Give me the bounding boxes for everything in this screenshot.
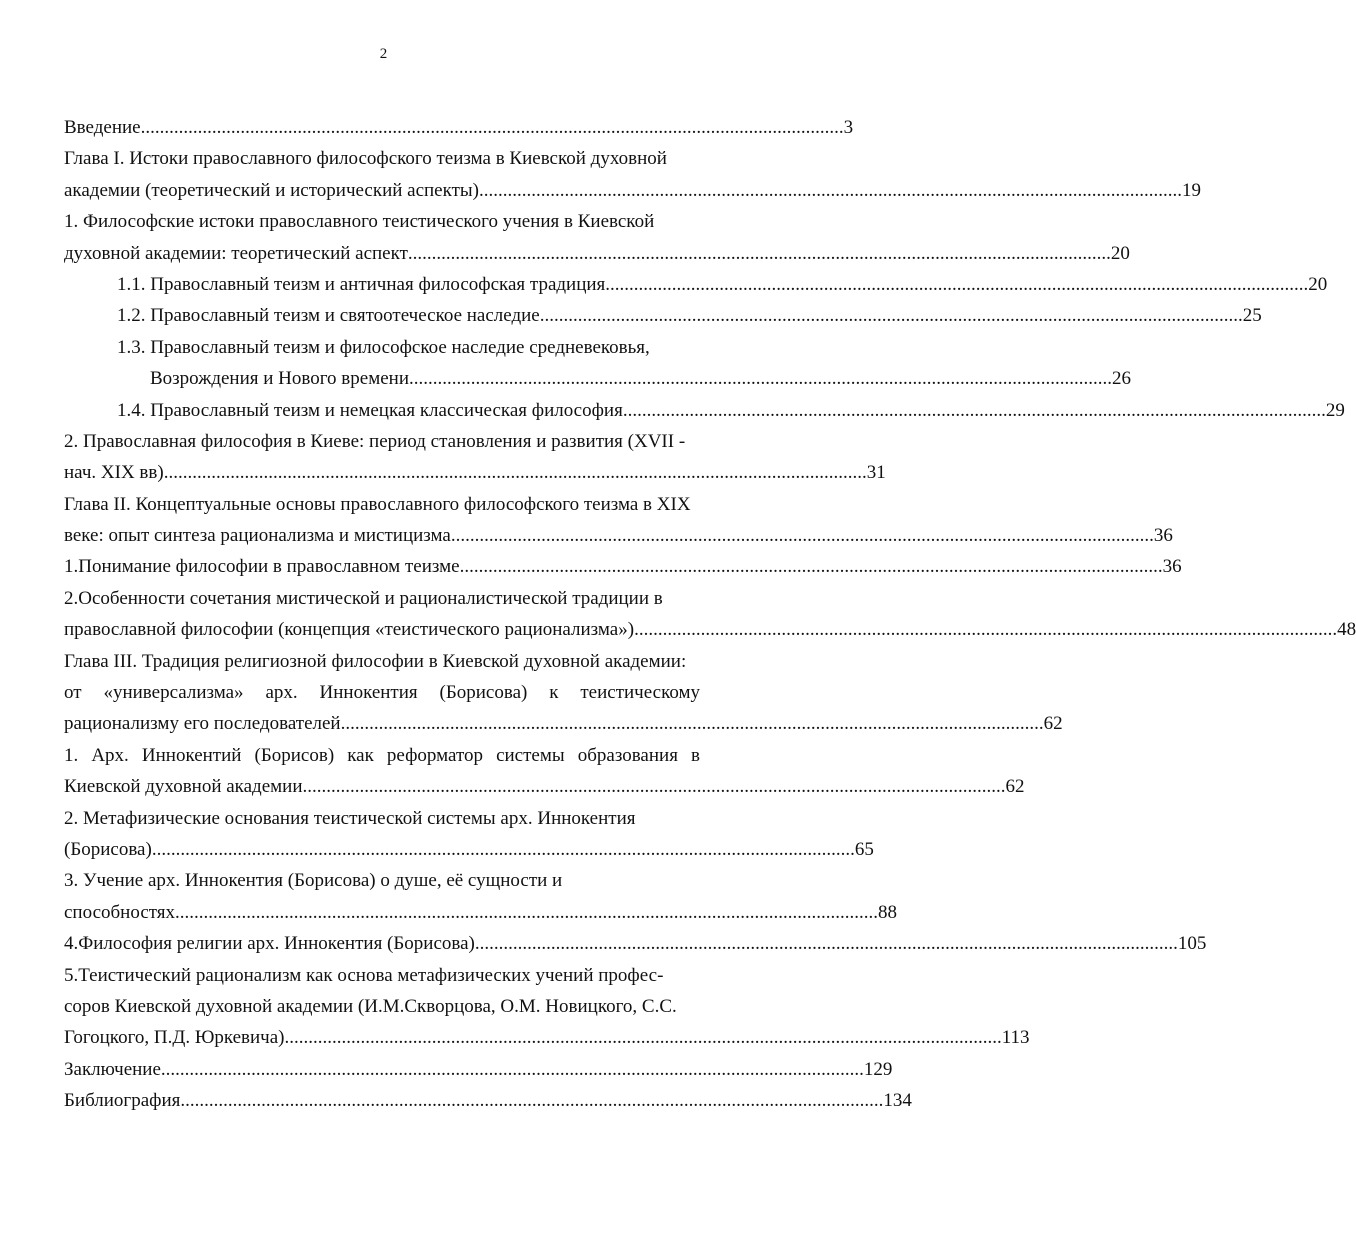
toc-page-number: 31 <box>866 462 886 484</box>
toc-entry-text: 4.Философия религии арх. Иннокентия (Борисова) <box>64 933 475 955</box>
toc-entry-text: Библиография <box>64 1090 181 1112</box>
page-number: 2 <box>379 46 388 62</box>
toc-page-number: 20 <box>1308 273 1328 295</box>
dot-leader: .................................................................................................................................................... <box>180 1090 884 1112</box>
toc-entry-text: 1.1. Православный теизм и античная философская традиция <box>117 273 606 295</box>
toc-page-number: 3 <box>843 117 854 138</box>
toc-entry-ch3-section-3-cont <box>64 897 898 928</box>
dot-leader: .................................................................................................................................................... <box>605 273 1309 295</box>
toc-entry-subsection-1-3-cont <box>64 363 1132 394</box>
table-of-contents <box>64 112 1356 1117</box>
toc-page-number: 29 <box>1325 399 1345 421</box>
toc-entry-text: нач. XIX вв) <box>64 462 164 484</box>
toc-entry-text: 2. Метафизические основания теистической системы арх. Иннокентия <box>64 807 636 829</box>
toc-entry-text: 2.Особенности сочетания мистической и рационалистической традиции в <box>64 587 663 609</box>
toc-page-number: 26 <box>1112 368 1132 390</box>
toc-entry-text: 1.3. Православный теизм и философское наследие средневековья, <box>117 336 650 358</box>
toc-entry-text: Гогоцкого, П.Д. Юркевича)... <box>64 1027 299 1049</box>
toc-page-number: 134 <box>883 1090 912 1112</box>
toc-entry-chapter-2-cont <box>64 520 1173 551</box>
toc-entry-subsection-1-1 <box>64 269 1328 300</box>
toc-entry-subsection-1-2 <box>64 300 1262 331</box>
dot-leader: .................................................................................................................................................... <box>160 1058 864 1080</box>
toc-entry-text: духовной академии: теоретический аспект <box>64 242 408 264</box>
toc-page-number: 62 <box>1005 776 1025 798</box>
toc-entry-text: способностях <box>64 901 176 923</box>
toc-page-number: 113 <box>1001 1027 1030 1049</box>
toc-entry-ch3-section-5-cont2 <box>64 1022 1030 1053</box>
toc-entry-section-2-cont <box>64 457 886 488</box>
toc-entry-ch3-section-4 <box>64 928 1207 959</box>
toc-entry-text: академии (теоретический и исторический аспекты) <box>64 179 479 201</box>
toc-entry-conclusion <box>64 1054 893 1085</box>
toc-entry-text: Возрождения и Нового времени <box>150 368 410 390</box>
dot-leader: .................................................................................................................................................... <box>302 776 1006 798</box>
dot-leader: .................................................................................................................................................... <box>407 242 1111 264</box>
toc-entry-ch3-section-1: 1. Арх. Иннокентий (Борисов) как реформатор системы образования в <box>64 744 700 766</box>
dot-leader: .................................................................................................................................................... <box>622 399 1326 421</box>
toc-entry-text: рационализму его последователей <box>64 713 341 735</box>
dot-leader: .................................................................................................................................................... <box>140 117 844 138</box>
toc-page-number: 19 <box>1182 179 1201 201</box>
toc-entry-text: Введение <box>64 117 141 138</box>
dot-leader: .................................................................................................................................................... <box>479 179 1182 201</box>
dot-leader: .................................................................................................................................................... <box>539 305 1243 327</box>
toc-entry-section-1-cont <box>64 238 1130 269</box>
toc-page-number: 129 <box>863 1058 893 1080</box>
toc-page-number: 36 <box>1153 525 1173 547</box>
dot-leader: .................................................................................................................................................... <box>298 1027 1002 1049</box>
toc-entry-section-2 <box>64 426 700 457</box>
dot-leader: .................................................................................................................................................... <box>450 525 1154 547</box>
toc-page-number: 20 <box>1110 242 1130 264</box>
toc-entry-ch3-section-5 <box>64 960 700 991</box>
toc-entry-text: Заключение <box>64 1058 161 1080</box>
toc-page-number: 65 <box>854 838 874 860</box>
toc-entry-subsection-1-4 <box>64 395 1345 426</box>
toc-entry-text: православной философии (концепция «теистического рационализма») <box>64 619 635 641</box>
toc-entry-bibliography <box>64 1085 912 1116</box>
toc-page-number: 25 <box>1242 305 1262 327</box>
toc-page-number: 62 <box>1043 713 1063 735</box>
toc-entry-text: 2. Православная философия в Киеве: период становления и развития (XVII - <box>64 430 686 452</box>
toc-entry-chapter-3-cont: от «универсализма» арх. Иннокентия (Борисова) к теистическому <box>64 682 700 704</box>
toc-page-number: 88 <box>878 901 898 923</box>
toc-entry-chapter-1-cont <box>64 175 1201 206</box>
toc-entry-chapter-1 <box>64 143 700 174</box>
toc-entry-ch3-section-1-cont <box>64 771 1025 802</box>
toc-entry-text: 1. Философские истоки православного теистического учения в Киевской <box>64 211 655 233</box>
toc-entry-text: веке: опыт синтеза рационализма и мистицизма <box>64 525 451 547</box>
toc-entry-ch2-section-1 <box>64 551 1182 582</box>
toc-entry-text: Глава II. Концептуальные основы православного философского теизма в XIX <box>64 493 691 515</box>
toc-entry-chapter-3 <box>64 646 700 677</box>
toc-entry-text: (Борисова) <box>64 838 152 860</box>
dot-leader: .................................................................................................................................................... <box>474 933 1178 955</box>
toc-entry-ch3-section-2-cont <box>64 834 874 865</box>
toc-entry-ch2-section-2 <box>64 583 700 614</box>
dot-leader: .................................................................................................................................................... <box>634 619 1338 641</box>
dot-leader: .................................................................................................................................................... <box>163 462 867 484</box>
toc-entry-text: Глава I. Истоки православного философского теизма в Киевской духовной <box>64 148 667 170</box>
toc-entry-ch3-section-5-cont <box>64 991 700 1022</box>
toc-entry-subsection-1-3 <box>64 332 700 363</box>
dot-leader: .................................................................................................................................................... <box>409 368 1113 390</box>
dot-leader: .................................................................................................................................................... <box>151 838 855 860</box>
toc-entry-ch2-section-2-cont <box>64 614 1356 645</box>
toc-entry-introduction <box>64 112 854 143</box>
toc-entry-text: соров Киевской духовной академии (И.М.Скворцова, О.М. Новицкого, С.С. <box>64 995 677 1017</box>
toc-page-number: 36 <box>1162 556 1182 578</box>
toc-entry-text: 5.Теистический рационализм как основа метафизических учений профес- <box>64 964 664 986</box>
toc-entry-text: 1.Понимание философии в православном теизме <box>64 556 460 578</box>
toc-entry-text: 1.2. Православный теизм и святоотеческое наследие <box>117 305 540 327</box>
toc-entry-text: 3. Учение арх. Иннокентия (Борисова) о душе, её сущности и <box>64 870 563 892</box>
toc-entry-ch3-section-2 <box>64 803 700 834</box>
toc-entry-chapter-2 <box>64 489 700 520</box>
dot-leader: .................................................................................................................................................... <box>459 556 1163 578</box>
toc-entry-section-1 <box>64 206 700 237</box>
toc-entry-text: 1.4. Православный теизм и немецкая классическая философия <box>117 399 623 421</box>
dot-leader: .................................................................................................................................................... <box>340 713 1044 735</box>
toc-entry-chapter-3-cont2 <box>64 708 1063 739</box>
dot-leader: .................................................................................................................................................... <box>175 901 879 923</box>
toc-page-number: 105 <box>1177 933 1207 955</box>
toc-page-number: 48 <box>1337 619 1356 641</box>
toc-entry-ch3-section-3 <box>64 865 700 896</box>
toc-entry-text: Киевской духовной академии <box>64 776 303 798</box>
toc-entry-text: Глава III. Традиция религиозной философии в Киевской духовной академии: <box>64 650 687 672</box>
